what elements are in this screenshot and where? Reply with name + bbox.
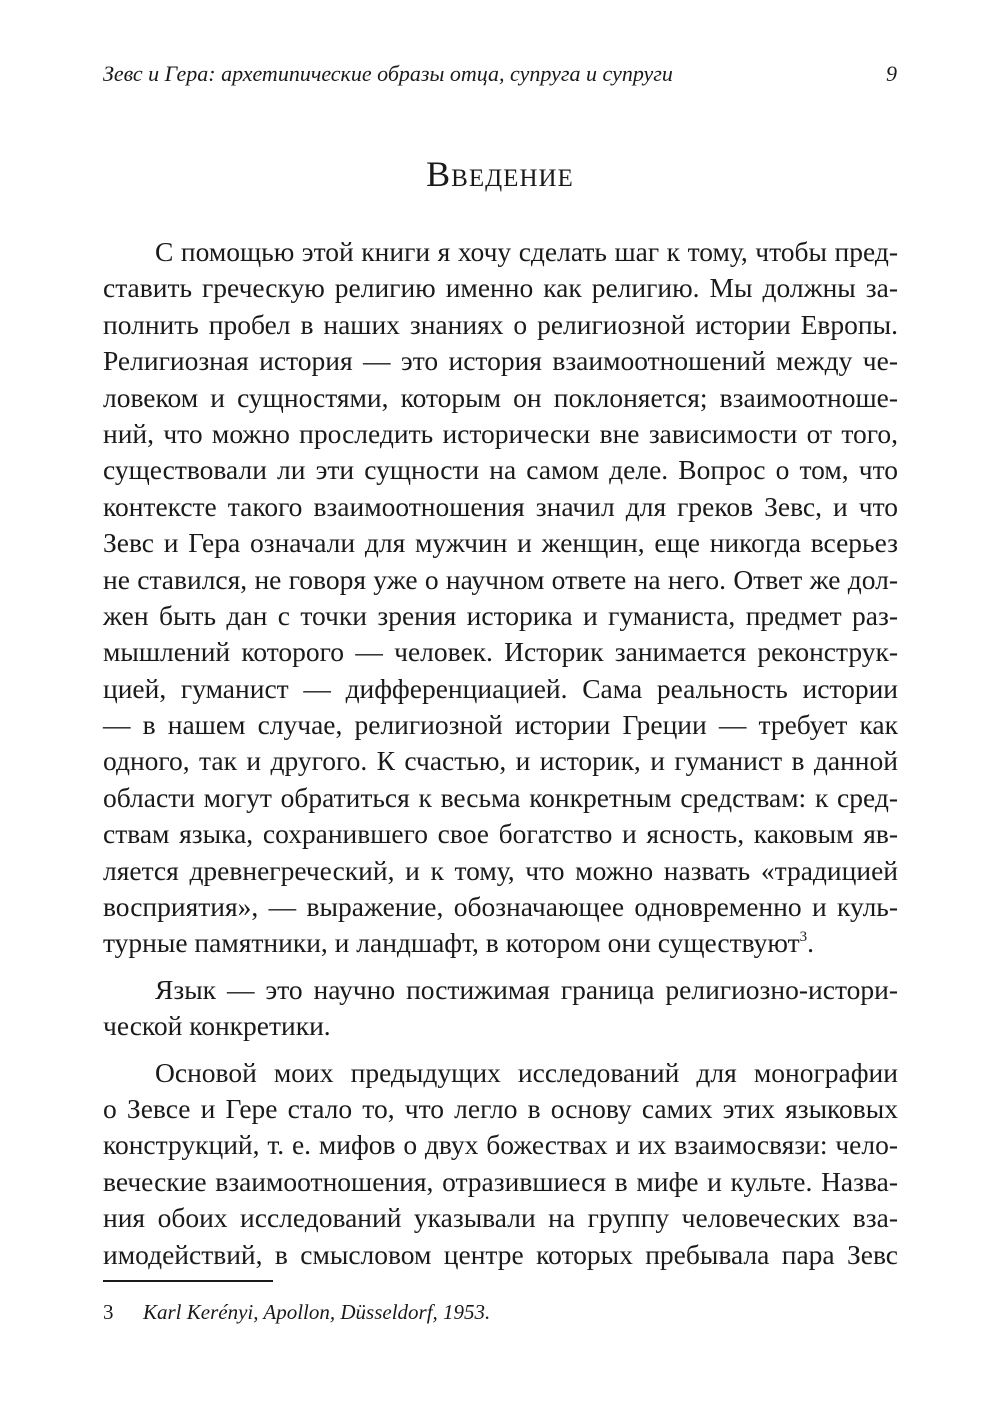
text-line: ний, что можно проследить исторически вне зависимости от того, (103, 417, 898, 449)
chapter-title: Введение (426, 154, 574, 194)
text-line: Религиозная история — это история взаимоотношений между че- (103, 345, 898, 377)
paragraph-3 (103, 1055, 898, 1273)
paragraph-gap (103, 1045, 898, 1055)
text-line: Зевс и Гера означали для мужчин и женщин, еще никогда всерьез (103, 527, 898, 559)
text-line: — в нашем случае, религиозной истории Греции — требует как (103, 709, 898, 741)
text-line: о Зевсе и Гере стало то, что легло в основу самих этих языковых (103, 1092, 898, 1124)
text-line: конструкций, т. е. мифов о двух божествах и их взаимосвязи: чело- (103, 1129, 898, 1161)
running-header (103, 58, 897, 90)
text-line: ческой конкретики. (103, 1010, 331, 1042)
footnote-reference[interactable]: 3 (799, 929, 808, 946)
text-line: цией, гуманист — дифференциацией. Сама реальность истории (103, 672, 898, 704)
text-line-content: турные памятники, и ландшафт, в котором они существуют (103, 927, 800, 959)
text-line: существовали ли эти сущности на самом деле. Вопрос о том, что (103, 454, 898, 486)
text-line: ставить греческую религию именно как религию. Мы должны за- (103, 272, 898, 304)
text-line: полнить пробел в наших знаниях о религиозной истории Европы. (103, 308, 898, 340)
text-line: жен быть дан с точки зрения историка и гуманиста, предмет раз- (103, 599, 898, 631)
text-line: восприятия», — выражение, обозначающее одновременно и куль- (103, 891, 898, 923)
page-number: 9 (886, 61, 897, 86)
text-line: ловеком и сущностями, которым он поклоняется; взаимоотноше- (103, 381, 898, 413)
text-line: области могут обратиться к весьма конкретным средствам: к сред- (103, 781, 898, 813)
footnote (103, 1297, 490, 1327)
text-line: Язык — это научно постижимая граница религиозно-истори- (155, 973, 898, 1005)
footnote-text: Karl Kerényi, Apollon, Düsseldorf, 1953. (143, 1300, 491, 1324)
body-text (103, 234, 898, 1273)
text-line: С помощью этой книги я хочу сделать шаг к тому, чтобы пред- (155, 236, 898, 267)
text-line: турные памятники, и ландшафт, в котором они существуют$^3$. (103, 927, 814, 959)
text-line: Основой моих предыдущих исследований для монографии (155, 1056, 898, 1088)
text-line: одного, так и другого. К счастью, и историк, и гуманист в данной (103, 745, 898, 777)
footnote-divider (103, 1280, 273, 1282)
paragraph-1 (103, 234, 898, 962)
paragraph-gap (103, 962, 898, 972)
running-title: Зевс и Гера: архетипические образы отца, супруга и супруги (103, 61, 673, 86)
text-line: не ставился, не говоря уже о научном ответе на него. Ответ же дол- (103, 563, 898, 595)
text-line: ляется древнегреческий, и к тому, что можно назвать «традицией (103, 854, 898, 886)
text-line: ния обоих исследований указывали на группу человеческих вза- (103, 1202, 898, 1234)
footnote-number: 3 (103, 1300, 114, 1324)
paragraph-2 (103, 972, 898, 1045)
text-line: имодействий, в смысловом центре которых пребывала пара Зевс (103, 1238, 898, 1270)
text-line: веческие взаимоотношения, отразившиеся в мифе и культе. Назва- (103, 1165, 898, 1197)
text-line: контексте такого взаимоотношения значил для греков Зевс, и что (103, 490, 898, 522)
text-line: ствам языка, сохранившего свое богатство и ясность, каковым яв- (103, 818, 898, 850)
text-line: мышлений которого — человек. Историк занимается реконструк- (103, 636, 898, 668)
